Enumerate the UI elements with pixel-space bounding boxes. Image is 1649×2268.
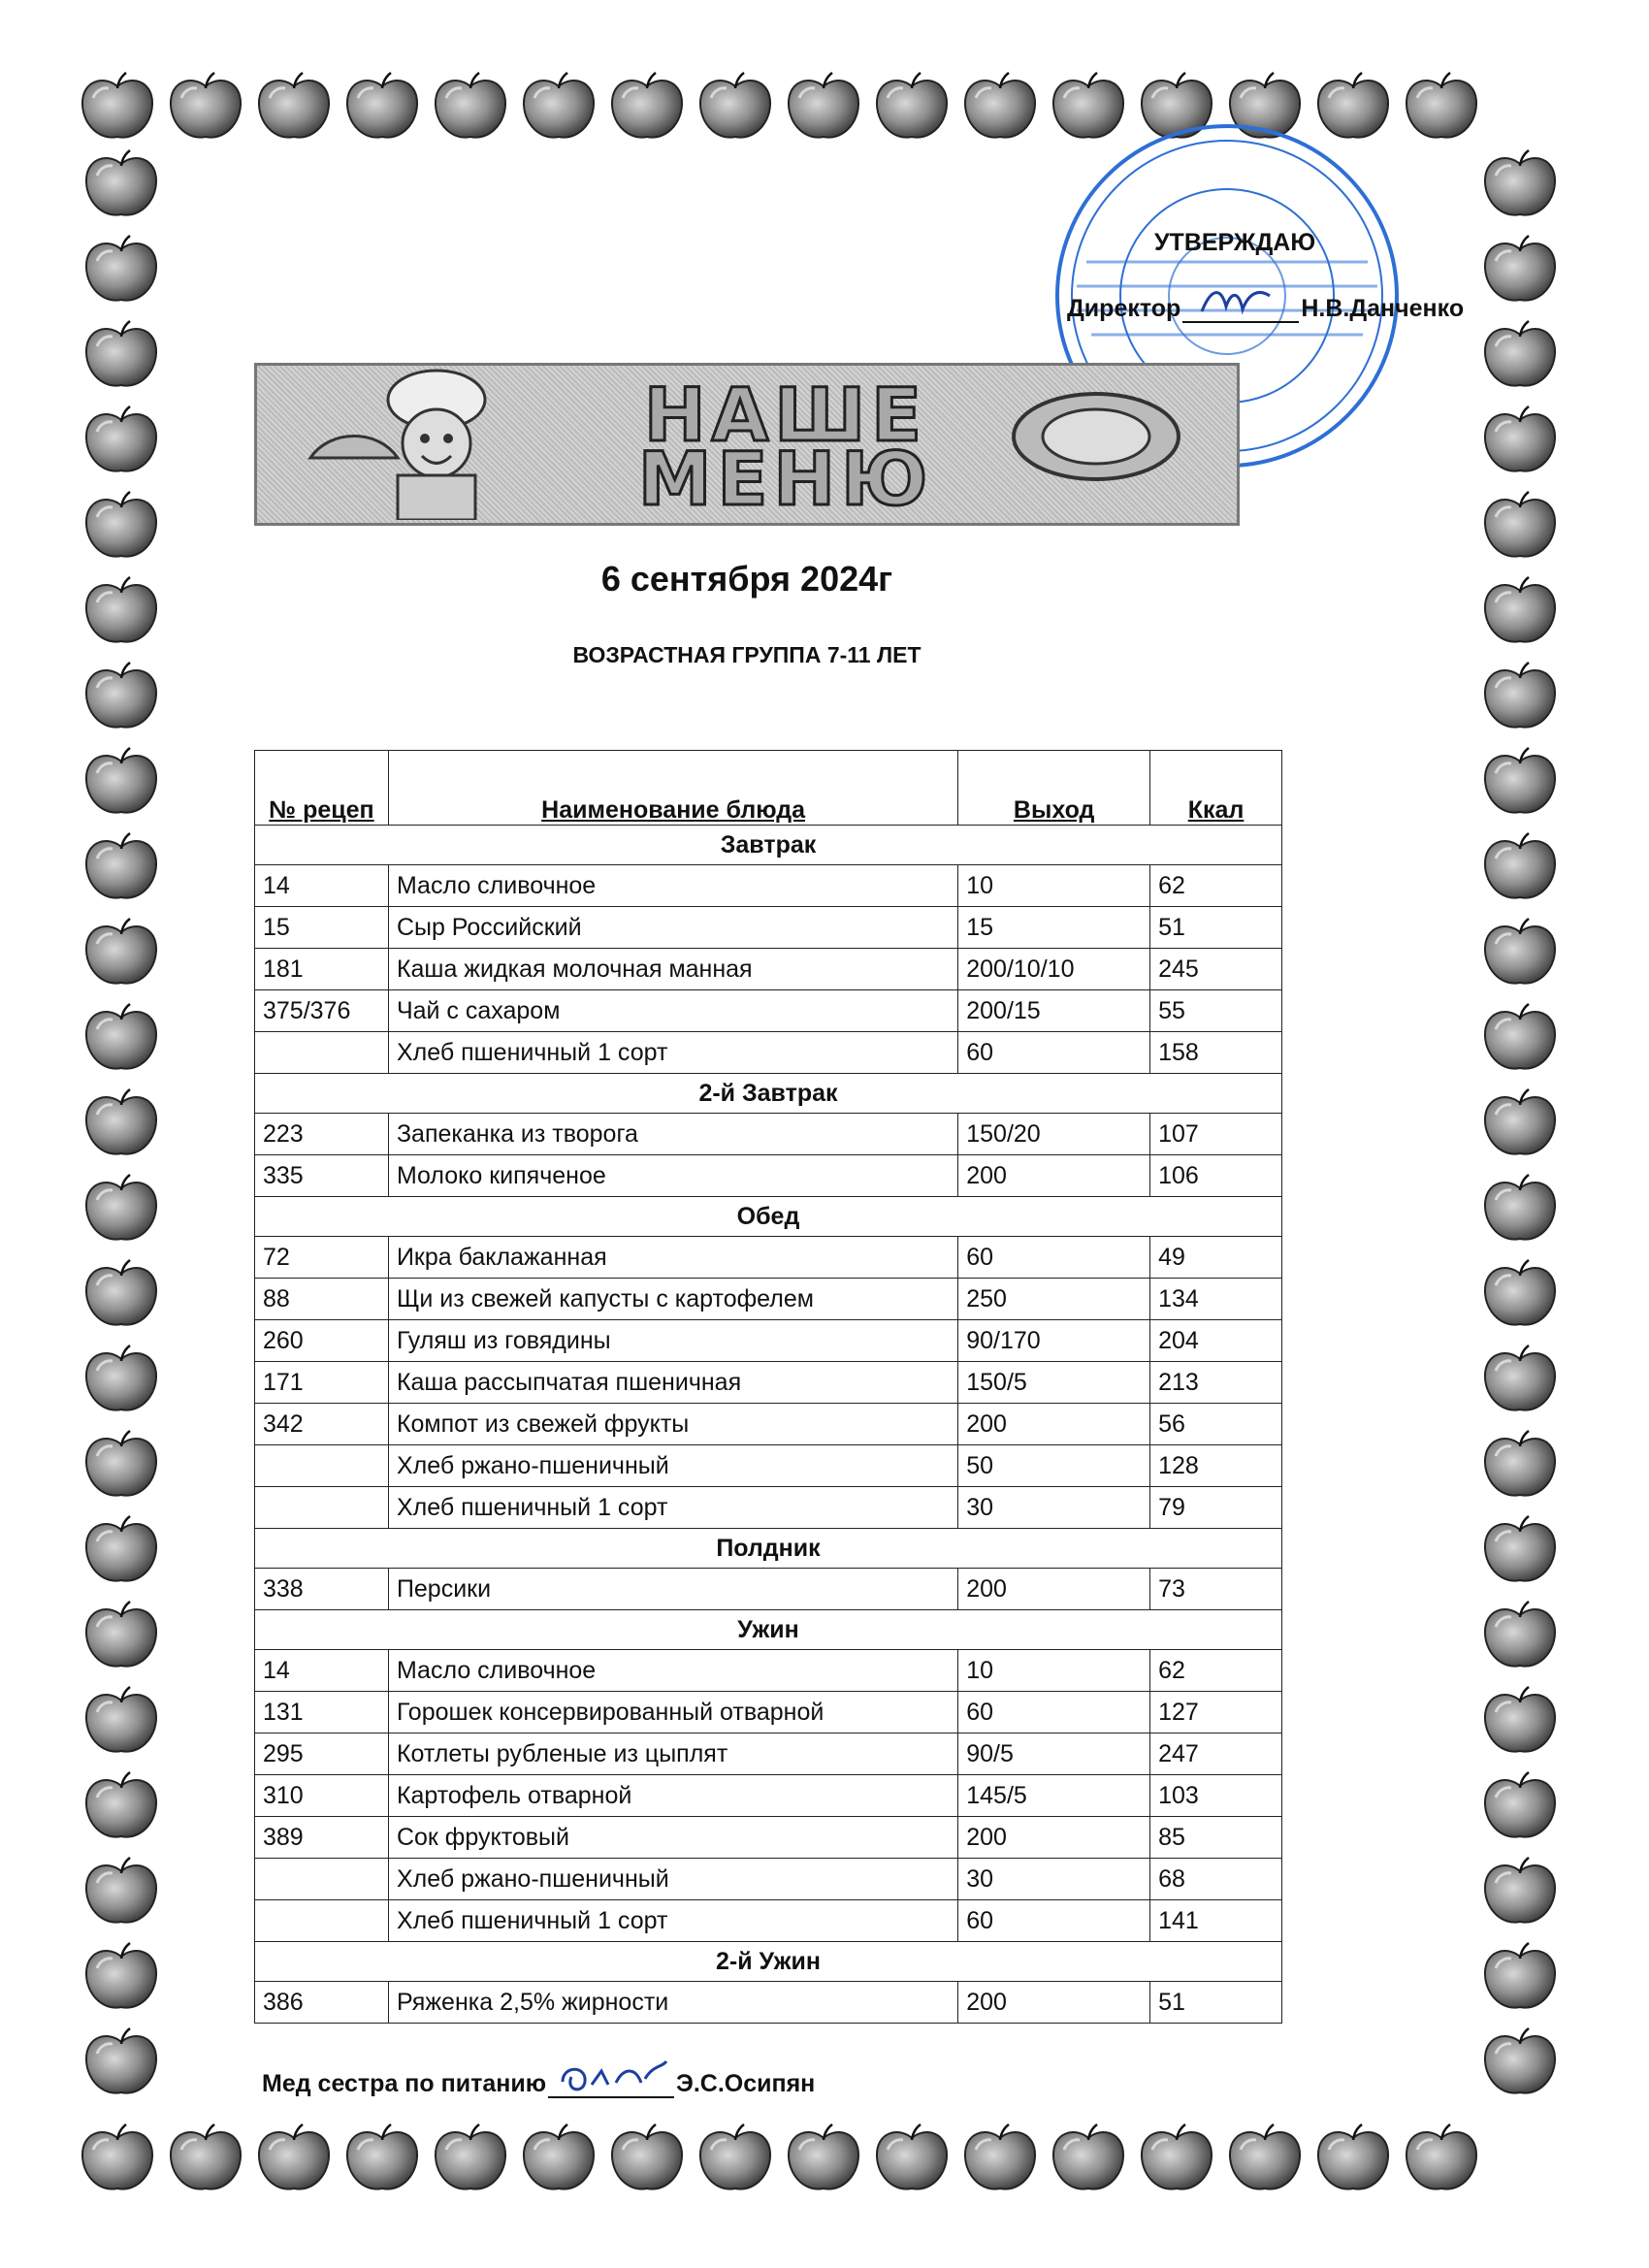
menu-date: 6 сентября 2024г [600,559,893,599]
apple-icon [86,1431,156,1496]
kcal-cell: 213 [1150,1362,1282,1404]
nurse-role: Мед сестра по питанию [262,2070,547,2097]
banner-line-1: НАШЕ [643,372,928,458]
recipe-number-cell: 295 [255,1733,389,1775]
dish-name-cell: Каша жидкая молочная манная [388,949,957,990]
table-row [255,1404,1282,1445]
recipe-number-cell: 15 [255,907,389,949]
apple-icon [1485,919,1555,984]
kcal-cell: 134 [1150,1279,1282,1320]
apple-icon [965,2124,1035,2189]
table-row [255,1114,1282,1155]
chef-illustration [291,361,563,520]
portion-cell: 150/5 [958,1362,1150,1404]
apple-icon [436,2124,505,2189]
nurse-name: Э.С.Осипян [676,2070,816,2097]
recipe-number-cell: 389 [255,1817,389,1859]
apple-icon [1485,1602,1555,1667]
table-row [255,907,1282,949]
kcal-cell: 79 [1150,1487,1282,1529]
apple-icon [86,150,156,215]
apple-icon [1485,833,1555,898]
nurse-signature [548,2096,674,2098]
dish-name-cell: Чай с сахаром [388,990,957,1032]
recipe-number-cell [255,1032,389,1074]
portion-cell: 200 [958,1817,1150,1859]
apple-icon [347,2124,417,2189]
table-row [255,1775,1282,1817]
section-row [255,1610,1282,1650]
recipe-number-cell [255,1900,389,1942]
approval-role: Директор [1067,295,1181,322]
portion-cell: 10 [958,865,1150,907]
apple-icon [1485,1772,1555,1837]
apple-icon [171,2124,241,2189]
portion-cell: 60 [958,1900,1150,1942]
section-title: Завтрак [255,826,1282,865]
apple-icon [612,73,682,138]
banner-title [563,372,1009,522]
table-row [255,1900,1282,1942]
apple-icon [1485,150,1555,215]
dish-name-cell: Котлеты рубленые из цыплят [388,1733,957,1775]
kcal-cell: 106 [1150,1155,1282,1197]
apple-icon [1053,2124,1123,2189]
menu-table-body [255,826,1282,2024]
dish-name-cell: Молоко кипяченое [388,1155,957,1197]
apple-icon [259,2124,329,2189]
recipe-number-cell: 72 [255,1237,389,1279]
table-row [255,865,1282,907]
apple-icon [1485,1516,1555,1581]
kcal-cell: 128 [1150,1445,1282,1487]
apple-icon [1485,406,1555,471]
table-row [255,949,1282,990]
apple-icon [86,833,156,898]
recipe-number-cell: 260 [255,1320,389,1362]
apple-icon [82,73,152,138]
apple-icon [86,1858,156,1923]
dish-name-cell: Хлеб пшеничный 1 сорт [388,1487,957,1529]
recipe-number-cell [255,1445,389,1487]
nurse-signature-line [262,2070,815,2098]
portion-cell: 200 [958,1404,1150,1445]
dish-name-cell: Хлеб ржано-пшеничный [388,1859,957,1900]
portion-cell: 15 [958,907,1150,949]
table-row [255,1279,1282,1320]
table-row [255,1320,1282,1362]
apple-icon [1485,577,1555,642]
dish-name-cell: Картофель отварной [388,1775,957,1817]
apple-icon [86,1602,156,1667]
table-row [255,1237,1282,1279]
apple-icon [86,1516,156,1581]
kcal-cell: 103 [1150,1775,1282,1817]
apple-icon [86,492,156,557]
apple-icon [700,73,770,138]
kcal-cell: 68 [1150,1859,1282,1900]
apple-icon [86,1260,156,1325]
table-row [255,1569,1282,1610]
recipe-number-cell [255,1859,389,1900]
portion-cell: 200 [958,1155,1150,1197]
portion-cell: 150/20 [958,1114,1150,1155]
kcal-cell: 62 [1150,865,1282,907]
portion-cell: 200 [958,1982,1150,2024]
apple-icon [436,73,505,138]
recipe-number-cell: 14 [255,865,389,907]
portion-cell: 30 [958,1859,1150,1900]
apple-icon [259,73,329,138]
portion-cell: 90/5 [958,1733,1150,1775]
recipe-number-cell: 181 [255,949,389,990]
apple-icon [82,2124,152,2189]
section-title: Полдник [255,1529,1282,1569]
recipe-number-cell: 342 [255,1404,389,1445]
apple-icon [1485,1260,1555,1325]
apple-icon [1485,1004,1555,1069]
menu-table [254,750,1282,2024]
apple-icon [1485,1089,1555,1154]
portion-cell: 50 [958,1445,1150,1487]
dish-name-cell: Персики [388,1569,957,1610]
table-row [255,1032,1282,1074]
table-row [255,1982,1282,2024]
dish-name-cell: Ряженка 2,5% жирности [388,1982,957,2024]
header-portion: Выход [958,751,1150,826]
dish-name-cell: Икра баклажанная [388,1237,957,1279]
kcal-cell: 73 [1150,1569,1282,1610]
portion-cell: 60 [958,1692,1150,1733]
section-row [255,1197,1282,1237]
kcal-cell: 107 [1150,1114,1282,1155]
age-group: ВОЗРАСТНАЯ ГРУППА 7-11 ЛЕТ [572,642,922,667]
apple-icon [86,919,156,984]
portion-cell: 200/15 [958,990,1150,1032]
portion-cell: 30 [958,1487,1150,1529]
apple-icon [1485,663,1555,728]
apple-icon [347,73,417,138]
apple-icon [86,748,156,813]
kcal-cell: 51 [1150,907,1282,949]
apple-icon [1485,1345,1555,1410]
apple-icon [86,1943,156,2008]
table-row [255,1692,1282,1733]
table-row [255,1859,1282,1900]
portion-cell: 200 [958,1569,1150,1610]
apple-icon [171,73,241,138]
kcal-cell: 247 [1150,1733,1282,1775]
section-title: 2-й Завтрак [255,1074,1282,1114]
apple-icon [789,73,858,138]
dish-name-cell: Масло сливочное [388,1650,957,1692]
apple-icon [86,1772,156,1837]
section-title: Обед [255,1197,1282,1237]
apple-icon [86,1687,156,1752]
dish-name-cell: Каша рассыпчатая пшеничная [388,1362,957,1404]
kcal-cell: 127 [1150,1692,1282,1733]
dish-name-cell: Сыр Российский [388,907,957,949]
dish-name-cell: Щи из свежей капусты с картофелем [388,1279,957,1320]
section-title: 2-й Ужин [255,1942,1282,1982]
director-signature [1182,321,1299,323]
kcal-cell: 204 [1150,1320,1282,1362]
section-row [255,1074,1282,1114]
apple-icon [612,2124,682,2189]
table-row [255,1650,1282,1692]
recipe-number-cell: 171 [255,1362,389,1404]
apple-icon [877,73,947,138]
table-header-row [255,751,1282,826]
approval-signature-line [1067,295,1464,323]
apple-icon [1485,1431,1555,1496]
dish-name-cell: Масло сливочное [388,865,957,907]
recipe-number-cell: 375/376 [255,990,389,1032]
apple-icon [1485,1175,1555,1240]
section-title: Ужин [255,1610,1282,1650]
table-row [255,1817,1282,1859]
kcal-cell: 51 [1150,1982,1282,2024]
recipe-number-cell: 386 [255,1982,389,2024]
dish-name-cell: Запеканка из творога [388,1114,957,1155]
section-row [255,826,1282,865]
portion-cell: 60 [958,1032,1150,1074]
portion-cell: 10 [958,1650,1150,1692]
apple-icon [86,1004,156,1069]
apple-icon [524,2124,594,2189]
kcal-cell: 55 [1150,990,1282,1032]
kcal-cell: 158 [1150,1032,1282,1074]
apple-icon [700,2124,770,2189]
apple-icon [877,2124,947,2189]
apple-icon [1485,321,1555,386]
apple-icon [1485,492,1555,557]
portion-cell: 145/5 [958,1775,1150,1817]
apple-icon [1485,2028,1555,2093]
kcal-cell: 56 [1150,1404,1282,1445]
apple-icon [1318,2124,1388,2189]
apple-icon [86,663,156,728]
portion-cell: 60 [958,1237,1150,1279]
apple-icon [1485,748,1555,813]
kcal-cell: 85 [1150,1817,1282,1859]
recipe-number-cell: 131 [255,1692,389,1733]
kcal-cell: 245 [1150,949,1282,990]
approval-title: УТВЕРЖДАЮ [1154,229,1316,256]
header-kcal: Ккал [1150,751,1282,826]
header-recipe-number: № рецеп [255,751,389,826]
apple-icon [86,1175,156,1240]
table-row [255,990,1282,1032]
apple-icon [1406,2124,1476,2189]
table-row [255,1733,1282,1775]
kcal-cell: 141 [1150,1900,1282,1942]
apple-icon [1485,1687,1555,1752]
apple-icon [86,406,156,471]
plate-icon [1009,388,1183,485]
table-row [255,1362,1282,1404]
apple-icon [1406,73,1476,138]
apple-icon [86,236,156,301]
portion-cell: 90/170 [958,1320,1150,1362]
recipe-number-cell: 88 [255,1279,389,1320]
apple-icon [86,321,156,386]
table-row [255,1155,1282,1197]
recipe-number-cell: 14 [255,1650,389,1692]
dish-name-cell: Хлеб пшеничный 1 сорт [388,1032,957,1074]
apple-icon [1142,2124,1212,2189]
dish-name-cell: Хлеб ржано-пшеничный [388,1445,957,1487]
apple-icon [1485,1858,1555,1923]
dish-name-cell: Хлеб пшеничный 1 сорт [388,1900,957,1942]
recipe-number-cell [255,1487,389,1529]
recipe-number-cell: 310 [255,1775,389,1817]
dish-name-cell: Компот из свежей фрукты [388,1404,957,1445]
recipe-number-cell: 335 [255,1155,389,1197]
kcal-cell: 49 [1150,1237,1282,1279]
apple-icon [86,1345,156,1410]
table-row [255,1487,1282,1529]
header-dish-name: Наименование блюда [388,751,957,826]
recipe-number-cell: 223 [255,1114,389,1155]
apple-icon [789,2124,858,2189]
section-row [255,1529,1282,1569]
apple-icon [1485,1943,1555,2008]
apple-icon [1230,2124,1300,2189]
apple-icon [86,1089,156,1154]
approval-name: Н.В.Данченко [1301,295,1465,322]
dish-name-cell: Горошек консервированный отварной [388,1692,957,1733]
banner-line-2: МЕНЮ [637,436,934,522]
section-row [255,1942,1282,1982]
kcal-cell: 62 [1150,1650,1282,1692]
apple-icon [86,2028,156,2093]
portion-cell: 250 [958,1279,1150,1320]
apple-icon [524,73,594,138]
apple-icon [965,73,1035,138]
apple-icon [1485,236,1555,301]
dish-name-cell: Сок фруктовый [388,1817,957,1859]
recipe-number-cell: 338 [255,1569,389,1610]
table-row [255,1445,1282,1487]
portion-cell: 200/10/10 [958,949,1150,990]
dish-name-cell: Гуляш из говядины [388,1320,957,1362]
